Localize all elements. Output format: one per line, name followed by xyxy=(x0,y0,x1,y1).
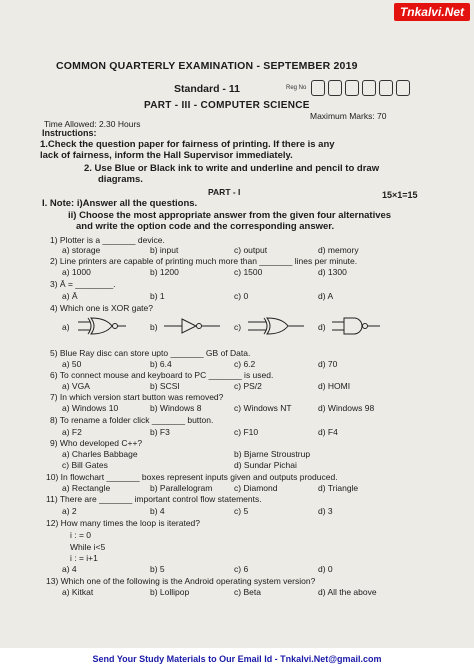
option: c) F10 xyxy=(234,427,259,437)
option: c) 1500 xyxy=(234,267,263,277)
option: c) Diamond xyxy=(234,483,278,493)
option: a) storage xyxy=(62,245,101,255)
code-line: i : = i+1 xyxy=(70,553,98,563)
reg-box xyxy=(362,80,376,96)
option: d) memory xyxy=(318,245,359,255)
xor-gate-icon xyxy=(248,316,308,336)
option: b) xyxy=(150,322,158,332)
option: c) 0 xyxy=(234,291,249,301)
option: a) 4 xyxy=(62,564,77,574)
reg-box xyxy=(345,80,359,96)
not-gate-icon xyxy=(164,316,224,336)
question-text: 13) Which one of the following is the Android operating system version? xyxy=(46,576,316,586)
option: b) 1 xyxy=(150,291,165,301)
question-text: 9) Who developed C++? xyxy=(50,438,143,448)
section-choose-1: ii) Choose the most appropriate answer from the given four alternatives xyxy=(68,210,392,221)
site-badge[interactable]: Tnkalvi.Net xyxy=(394,3,470,21)
option: a) Charles Babbage xyxy=(62,449,138,459)
reg-no-boxes xyxy=(286,80,410,96)
question-text: 5) Blue Ray disc can store upto _______ GB of Data. xyxy=(50,348,251,358)
question-text: 10) In flowchart _______ boxes represent inputs given and outputs produced. xyxy=(46,472,338,482)
option: b) Lollipop xyxy=(150,587,190,597)
option: c) Beta xyxy=(234,587,261,597)
question-text: 11) There are _______ important control flow statements. xyxy=(46,494,262,504)
standard-label: Standard - 11 xyxy=(174,83,240,95)
question-text: 6) To connect mouse and keyboard to PC _______ is used. xyxy=(50,370,274,380)
max-marks: Maximum Marks: 70 xyxy=(310,111,387,121)
instructions-heading: Instructions: xyxy=(42,128,97,138)
code-line: i : = 0 xyxy=(70,530,92,540)
section-title: PART - I xyxy=(208,187,241,197)
footer-note: Send Your Study Materials to Our Email Id - Tnkalvi.Net@gmail.com xyxy=(92,654,382,664)
option: c) Windows NT xyxy=(234,403,292,413)
reg-box xyxy=(396,80,410,96)
option: a) Rectangle xyxy=(62,483,111,493)
option: d) 70 xyxy=(318,359,338,369)
option: d) xyxy=(318,322,326,332)
instruction-1a: 1.Check the question paper for fairness of printing. If there is any xyxy=(40,139,335,150)
instruction-2a: 2. Use Blue or Black ink to write and underline and pencil to draw xyxy=(84,163,380,174)
subject-title: PART - III - COMPUTER SCIENCE xyxy=(144,100,310,111)
option: d) F4 xyxy=(318,427,338,437)
question-text: 12) How many times the loop is iterated? xyxy=(46,518,201,528)
option: a) VGA xyxy=(62,381,90,391)
question-text: 1) Plotter is a _______ device. xyxy=(50,235,165,245)
section-note: I. Note: i)Answer all the questions. xyxy=(42,198,198,209)
option: a) 50 xyxy=(62,359,82,369)
option: b) SCSI xyxy=(150,381,180,391)
option: d) All the above xyxy=(318,587,377,597)
option: c) xyxy=(234,322,242,332)
option: a) 2 xyxy=(62,506,77,516)
option: a) Windows 10 xyxy=(62,403,119,413)
instruction-2b: diagrams. xyxy=(98,174,143,185)
question-text: 8) To rename a folder click _______ button. xyxy=(50,415,214,425)
option: a) F2 xyxy=(62,427,82,437)
option: b) 6.4 xyxy=(150,359,172,369)
option: d) 0 xyxy=(318,564,333,574)
nand-gate-icon xyxy=(332,316,380,336)
option: a) Kitkat xyxy=(62,587,94,597)
question-text: 2) Line printers are capable of printing much more than _______ lines per minute. xyxy=(50,256,358,266)
option: d) Triangle xyxy=(318,483,359,493)
section-score: 15×1=15 xyxy=(382,190,418,200)
option: b) F3 xyxy=(150,427,170,437)
reg-box xyxy=(311,80,325,96)
reg-box xyxy=(328,80,342,96)
option: c) output xyxy=(234,245,268,255)
question-text: 4) Which one is XOR gate? xyxy=(50,303,153,313)
time-allowed: Time Allowed: 2.30 Hours xyxy=(44,119,141,129)
option: a) xyxy=(62,322,70,332)
option: d) 1300 xyxy=(318,267,347,277)
option: d) Sundar Pichai xyxy=(234,460,297,470)
code-line: While i<5 xyxy=(70,542,106,552)
instruction-1b: lack of fairness, inform the Hall Supervisor immediately. xyxy=(40,150,293,161)
option: c) 6 xyxy=(234,564,249,574)
xnor-gate-icon xyxy=(78,316,126,336)
option: d) A xyxy=(318,291,334,301)
option: d) 3 xyxy=(318,506,333,516)
option: a) Ā xyxy=(62,291,78,301)
exam-title: COMMON QUARTERLY EXAMINATION - SEPTEMBER 2019 xyxy=(56,60,358,72)
reg-box xyxy=(379,80,393,96)
option: b) input xyxy=(150,245,179,255)
option: b) 1200 xyxy=(150,267,179,277)
option: d) HOMI xyxy=(318,381,351,391)
question-text: 3) Ā = ________. xyxy=(50,279,116,289)
option: b) Parallelogram xyxy=(150,483,213,493)
section-choose-2: and write the option code and the corresponding answer. xyxy=(76,221,335,232)
option: a) 1000 xyxy=(62,267,91,277)
reg-no-label: Reg No xyxy=(286,85,307,91)
option: c) Bill Gates xyxy=(62,460,108,470)
question-text: 7) In which version start button was removed? xyxy=(50,392,224,402)
option: b) Bjarne Stroustrup xyxy=(234,449,311,459)
option: c) 6.2 xyxy=(234,359,256,369)
option: c) PS/2 xyxy=(234,381,262,391)
option: b) 5 xyxy=(150,564,165,574)
option: b) 4 xyxy=(150,506,165,516)
option: d) Windows 98 xyxy=(318,403,375,413)
option: c) 5 xyxy=(234,506,249,516)
option: b) Windows 8 xyxy=(150,403,202,413)
